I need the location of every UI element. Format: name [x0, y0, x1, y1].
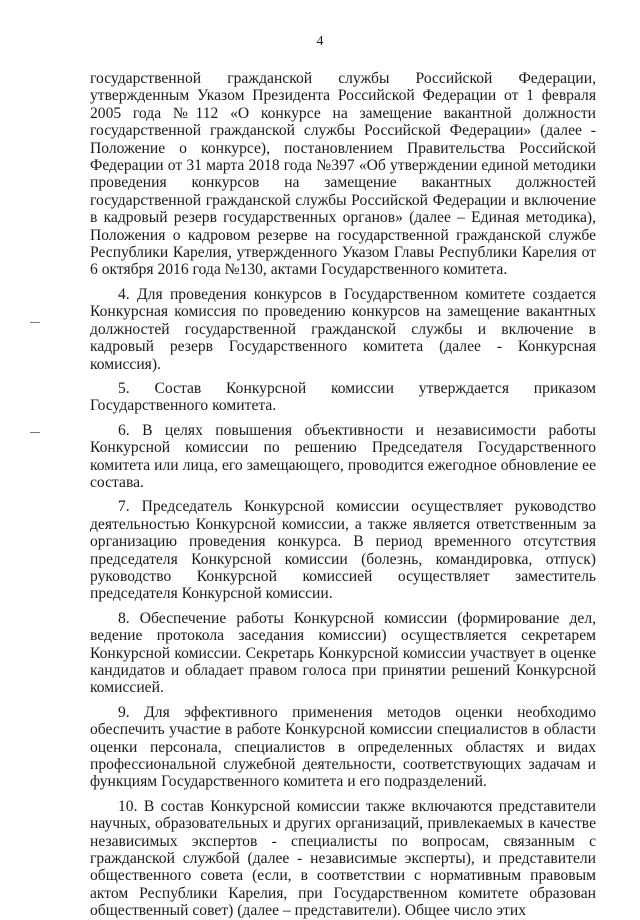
paragraph-9: 9. Для эффективного применения методов оценки необходимо обеспечить участие в работе Конкурсной комиссии специалистов в области оценки персонала, специалистов в определенных областях и видах профессиональной служебной деятельности, соответствующих задачам и функциям Государственного комитета и его подразделений.	[90, 703, 596, 791]
document-body	[90, 70, 596, 920]
paragraph-5: 5. Состав Конкурсной комиссии утверждается приказом Государственного комитета.	[90, 379, 596, 415]
paragraph-10: 10. В состав Конкурсной комиссии также включаются представители научных, образовательных и других организаций, привлекаемых в качестве независимых экспертов - специалисты по вопросам, связанным с гражданской службой (далее - независимые эксперты), и представители общественного совета (если, в соответствии с нормативным правовым актом Республики Карелия, при Государственном комитете образован общественный совет) (далее – представители). Общее число этих	[90, 797, 596, 920]
page-number: 4	[316, 34, 324, 49]
margin-mark	[30, 322, 40, 323]
paragraph-8: 8. Обеспечение работы Конкурсной комиссии (формирование дел, ведение протокола заседания комиссии) осуществляется секретарем Конкурсной комиссии. Секретарь Конкурсной комиссии участвует в оценке кандидатов и обладает правом голоса при принятии решений Конкурсной комиссией.	[90, 609, 596, 697]
margin-mark	[30, 432, 40, 433]
paragraph-7: 7. Председатель Конкурсной комиссии осуществляет руководство деятельностью Конкурсной комиссии, а также является ответственным за организацию проведения конкурса. В период временного отсутствия председателя Конкурсной комиссии (болезнь, командировка, отпуск) руководство Конкурсной комиссией осуществляет заместитель председателя Конкурсной комиссии.	[90, 498, 596, 603]
paragraph-3-continued: государственной гражданской службы Российской Федерации, утвержденным Указом Президента Российской Федерации от 1 февраля 2005 года №112 «О конкурсе на замещение вакантной должности государственной гражданской службы Российской Федерации» (далее - Положение о конкурсе), постановлением Правительства Российской Федерации от 31 марта 2018 года №397 «Об утверждении единой методики проведения конкурсов на замещение вакантных должностей государственной гражданской службы Российской Федерации и включение в кадровый резерв государственных органов» (далее – Единая методика), Положения о кадровом резерве на государственной гражданской службе Республики Карелия, утвержденного Указом Главы Республики Карелия от 6 октября 2016 года №130, актами Государственного комитета.	[90, 70, 596, 279]
paragraph-6: 6. В целях повышения объективности и независимости работы Конкурсной комиссии по решению Председателя Государственного комитета или лица, его замещающего, проводится ежегодное обновление ее состава.	[90, 421, 596, 491]
paragraph-4: 4. Для проведения конкурсов в Государственном комитете создается Конкурсная комиссия по проведению конкурсов на замещение вакантных должностей государственной гражданской службы и включение в кадровый резерв Государственного комитета (далее - Конкурсная комиссия).	[90, 285, 596, 373]
